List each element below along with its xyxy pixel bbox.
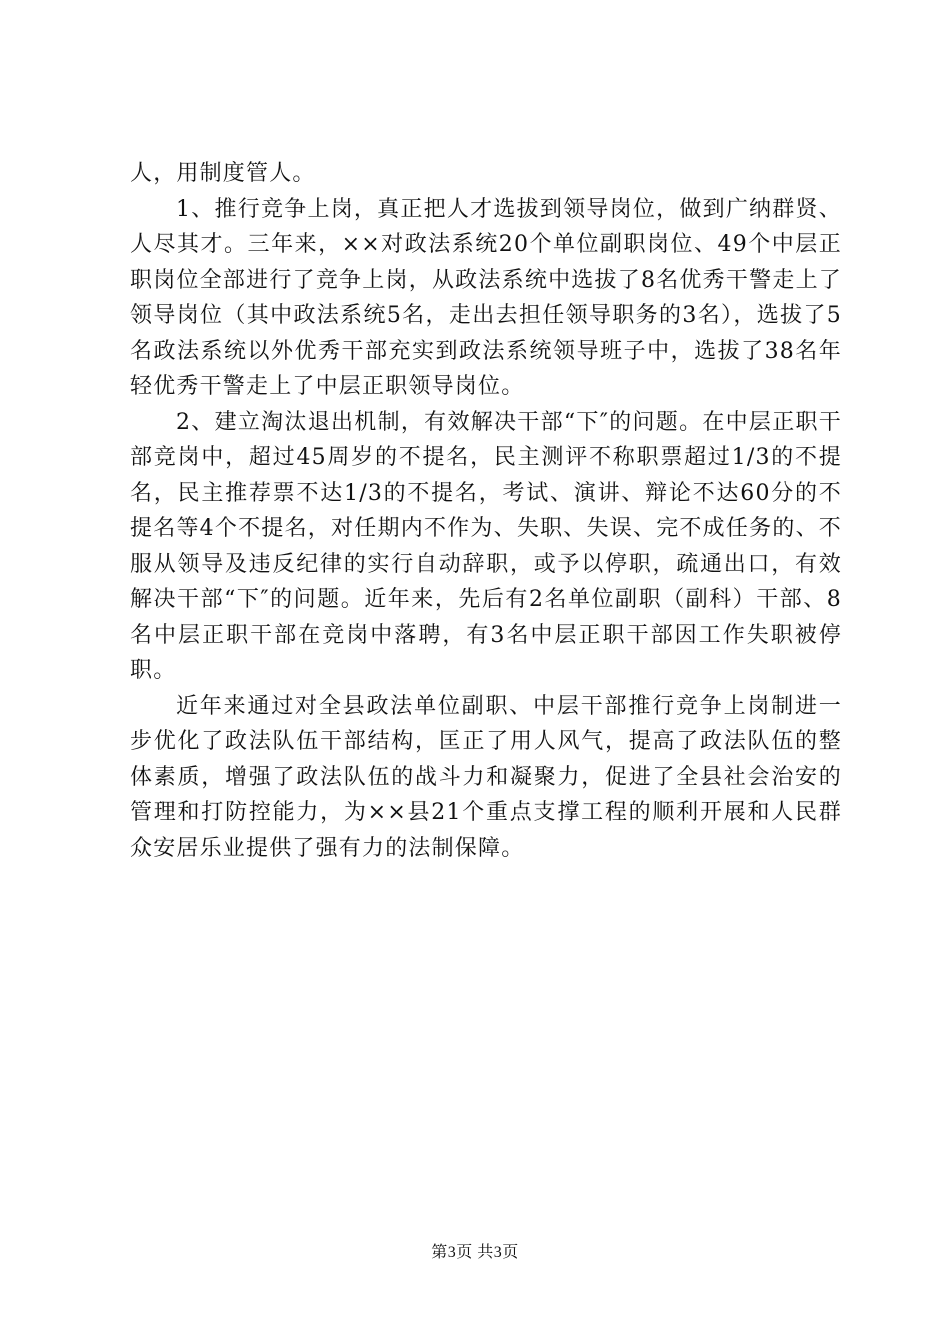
- paragraph-elimination-mechanism: 2、建立淘汰退出机制，有效解决干部“下″的问题。在中层正职干部竞岗中，超过45周岁的不提名，民主测评不称职票超过1/3的不提名，民主推荐票不达1/3的不提名，考试、演讲、辩论不达60分的不提名等4个不提名，对任期内不作为、失职、失误、完不成任务的、不服从领导及违反纪律的实行自动辞职，或予以停职，疏通出口，有效解决干部“下″的问题。近年来，先后有2名单位副职（副科）干部、8名中层正职干部在竞岗中落聘，有3名中层正职干部因工作失职被停职。: [130, 409, 842, 683]
- paragraph-summary: 近年来通过对全县政法单位副职、中层干部推行竞争上岗制进一步优化了政法队伍干部结构，匡正了用人风气，提高了政法队伍的整体素质，增强了政法队伍的战斗力和凝聚力，促进了全县社会治安的管理和打防控能力，为××县21个重点支撑工程的顺利开展和人民群众安居乐业提供了强有力的法制保障。: [130, 693, 842, 861]
- paragraph-continuation: 人，用制度管人。: [130, 161, 316, 186]
- page-footer: 第3页 共3页: [431, 1244, 519, 1261]
- paragraph-competitive-appointment: 1、推行竞争上岗，真正把人才选拔到领导岗位，做到广纳群贤、人尽其才。三年来，××对政法系统20个单位副职岗位、49个中层正职岗位全部进行了竞争上岗，从政法系统中选拔了8名优秀干警走上了领导岗位（其中政法系统5名，走出去担任领导职务的3名），选拔了5名政法系统以外优秀干部充实到政法系统领导班子中，选拔了38名年轻优秀干警走上了中层正职领导岗位。: [130, 196, 842, 399]
- document-body: [130, 156, 842, 866]
